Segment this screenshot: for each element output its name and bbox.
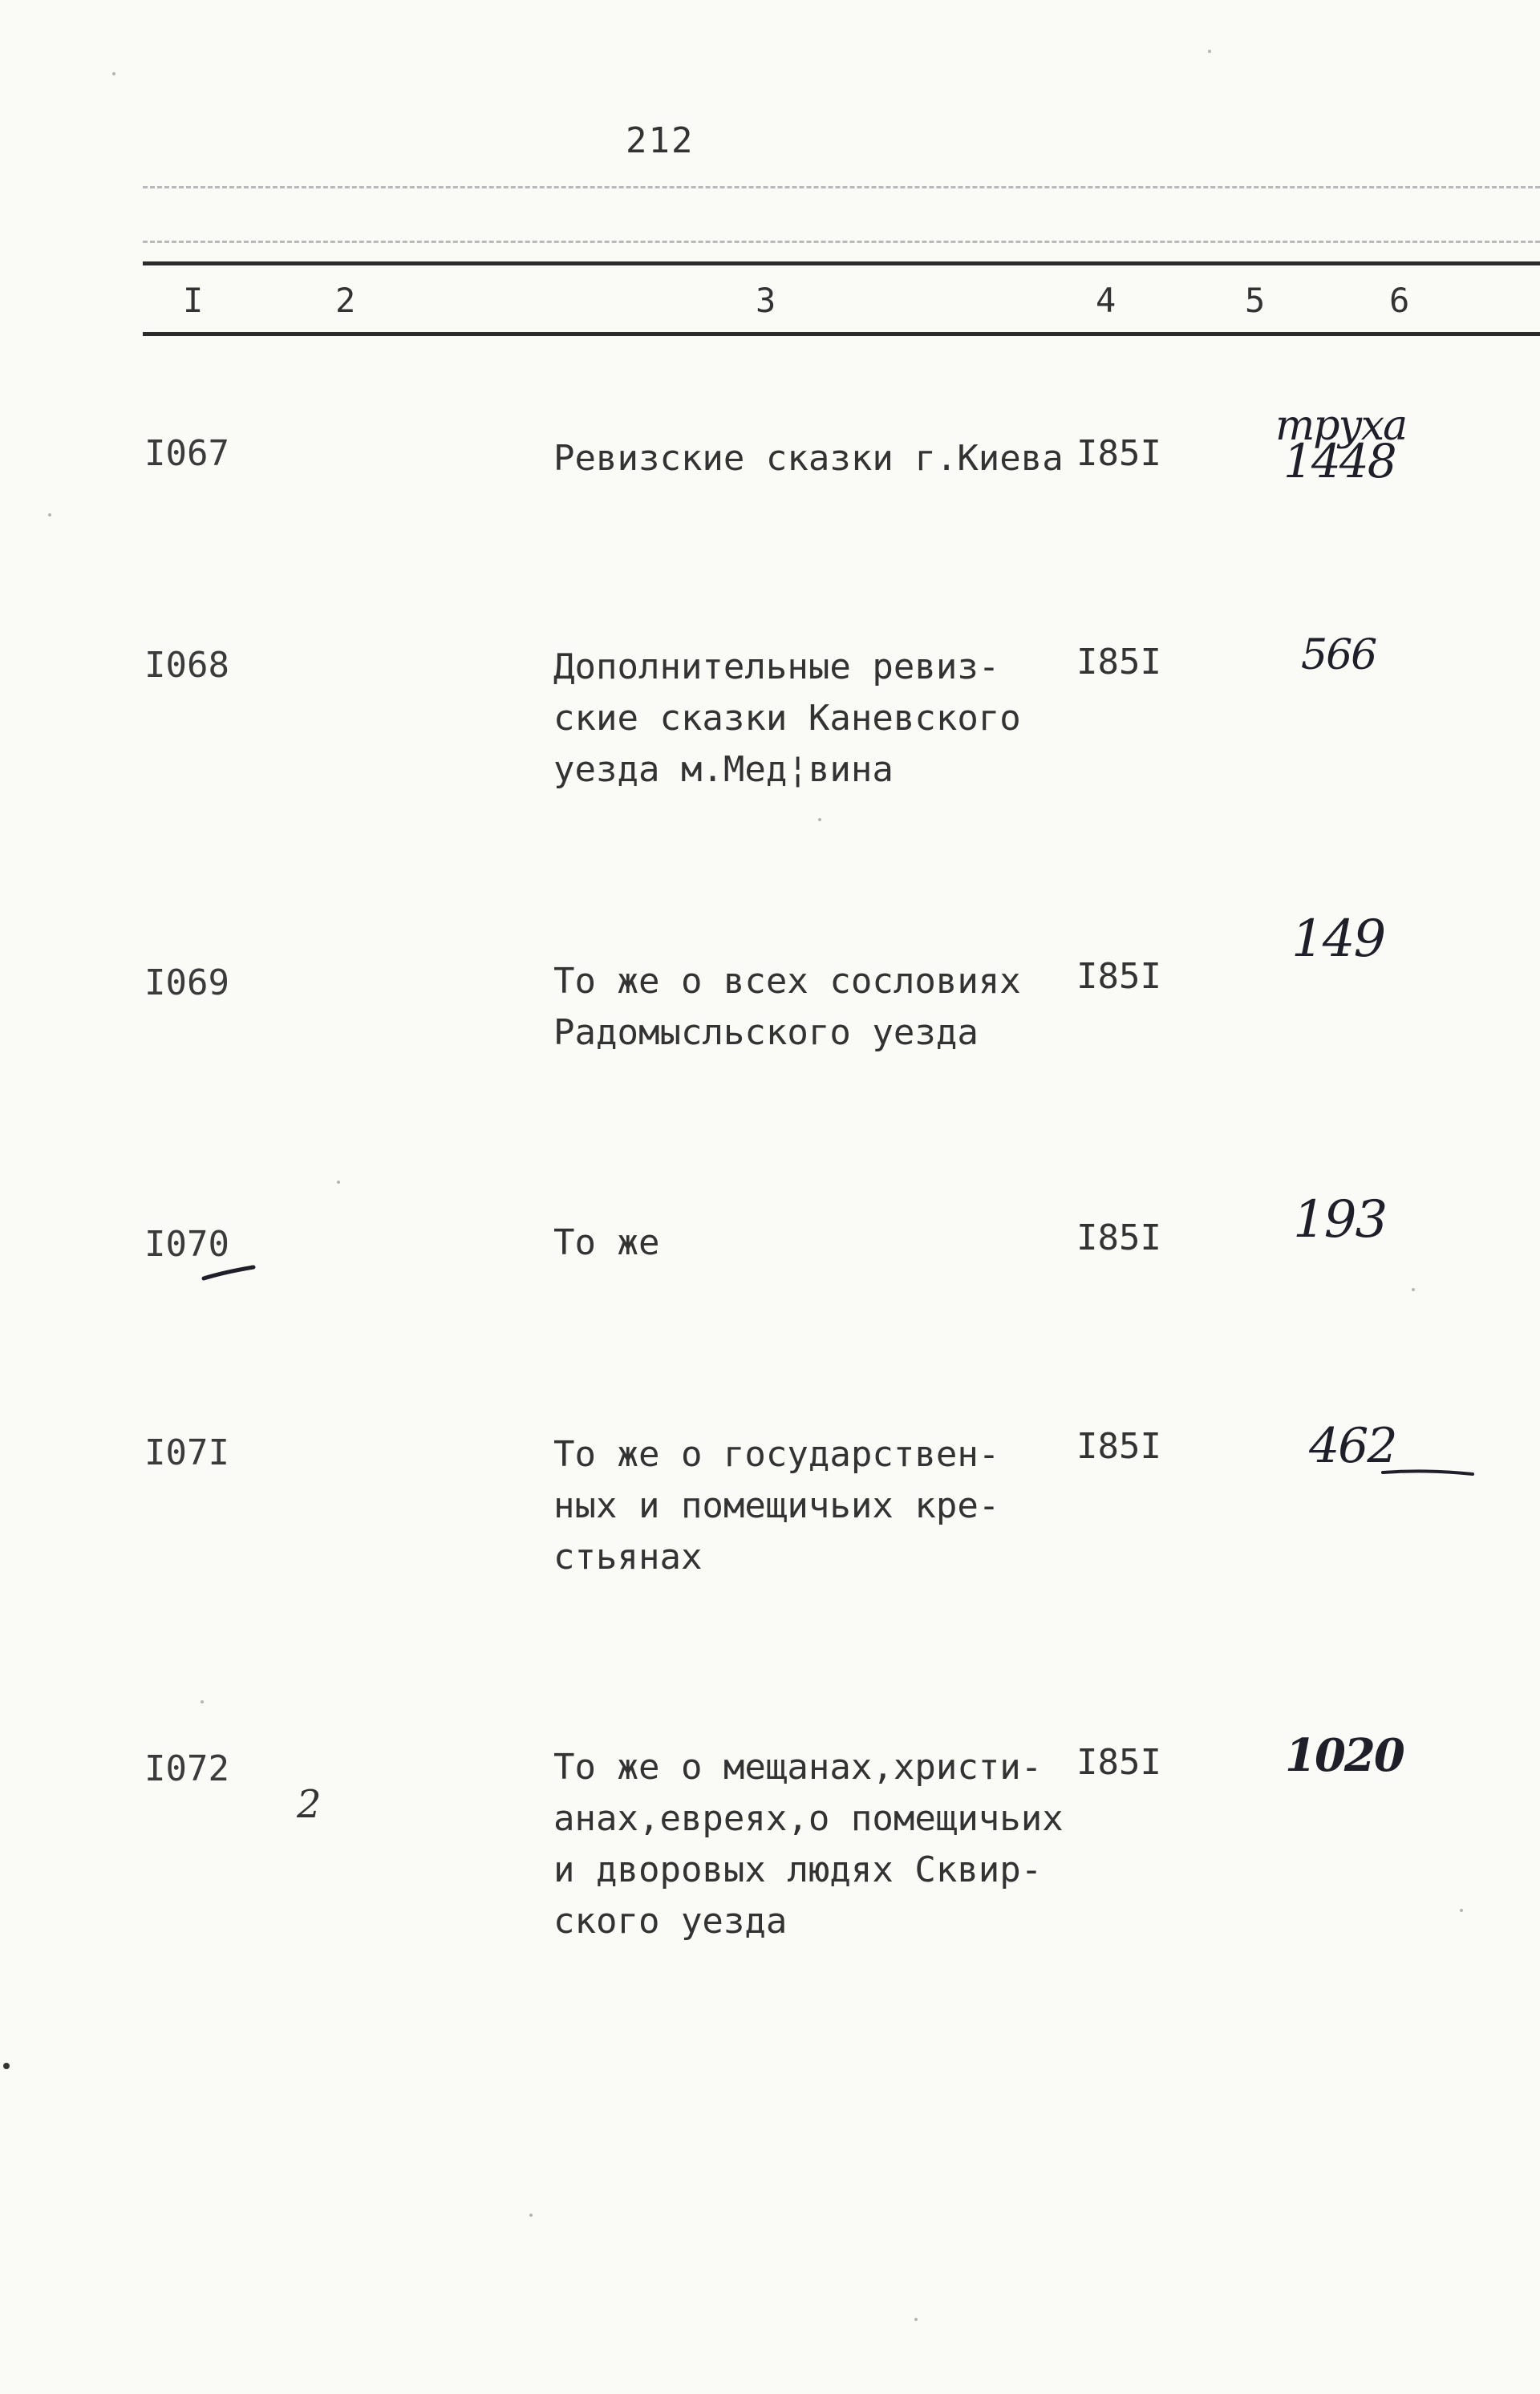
row-year: I85I [1076, 642, 1161, 683]
column-header-5: 5 [1245, 281, 1266, 320]
row-year: I85I [1076, 956, 1161, 997]
scan-speck [48, 513, 51, 516]
column-header-4: 4 [1096, 281, 1116, 320]
row-number: I072 [144, 1748, 229, 1789]
scan-speck [201, 1700, 204, 1703]
row-count-note: труха [1275, 402, 1407, 450]
row-year: I85I [1076, 1742, 1161, 1783]
page-number: 212 [626, 120, 695, 161]
row-year: I85I [1076, 1426, 1161, 1467]
row-count: 462 [1309, 1418, 1396, 1474]
column-header-2: 2 [335, 281, 356, 320]
row-title: Ревизские сказки г.Киева [553, 438, 1064, 479]
row-col2-mark: 2 [297, 1782, 322, 1827]
row-count: 193 [1293, 1190, 1387, 1250]
scan-speck [1412, 1288, 1415, 1291]
handwritten-underline-mark [201, 1264, 257, 1283]
scan-speck [3, 2063, 10, 2069]
scan-speck [529, 2214, 533, 2217]
row-year: I85I [1076, 433, 1161, 474]
handwritten-underline-mark [1380, 1463, 1476, 1479]
scan-speck [1460, 1909, 1463, 1912]
row-count: 1020 [1285, 1729, 1404, 1782]
header-solid-rule-top [143, 261, 1540, 265]
column-header-1: I [183, 281, 204, 320]
row-year: I85I [1076, 1217, 1161, 1258]
row-number: I070 [144, 1224, 229, 1265]
header-solid-rule-bottom [143, 332, 1540, 336]
row-number: I068 [144, 645, 229, 686]
scan-speck [914, 2318, 918, 2321]
header-dashed-rule-top [143, 186, 1540, 188]
scan-speck [1208, 50, 1211, 53]
scan-speck [112, 72, 116, 75]
column-header-3: 3 [756, 281, 776, 320]
row-title: Дополнительные ревиз- ские сказки Каневского уезда м.Мед¦вина [553, 646, 1021, 790]
scan-speck [337, 1181, 340, 1184]
row-number: I069 [144, 962, 229, 1003]
row-count: 566 [1301, 631, 1376, 679]
header-dashed-rule-bottom [143, 241, 1540, 243]
scan-speck [818, 818, 821, 821]
row-title: То же о всех сословиях Радомысльского уезда [553, 961, 1021, 1053]
column-header-6: 6 [1389, 281, 1410, 320]
row-number: I067 [144, 433, 229, 474]
row-title: То же о мещанах,христи- анах,евреях,о помещичьих и дворовых людях Сквир- ского уезда [553, 1747, 1064, 1942]
row-count: 1448 [1283, 434, 1396, 488]
row-number: I07I [144, 1432, 229, 1473]
row-title: То же [553, 1222, 660, 1263]
row-count: 149 [1291, 909, 1385, 969]
row-title: То же о государствен- ных и помещичьих кре- стьянах [553, 1434, 1000, 1578]
